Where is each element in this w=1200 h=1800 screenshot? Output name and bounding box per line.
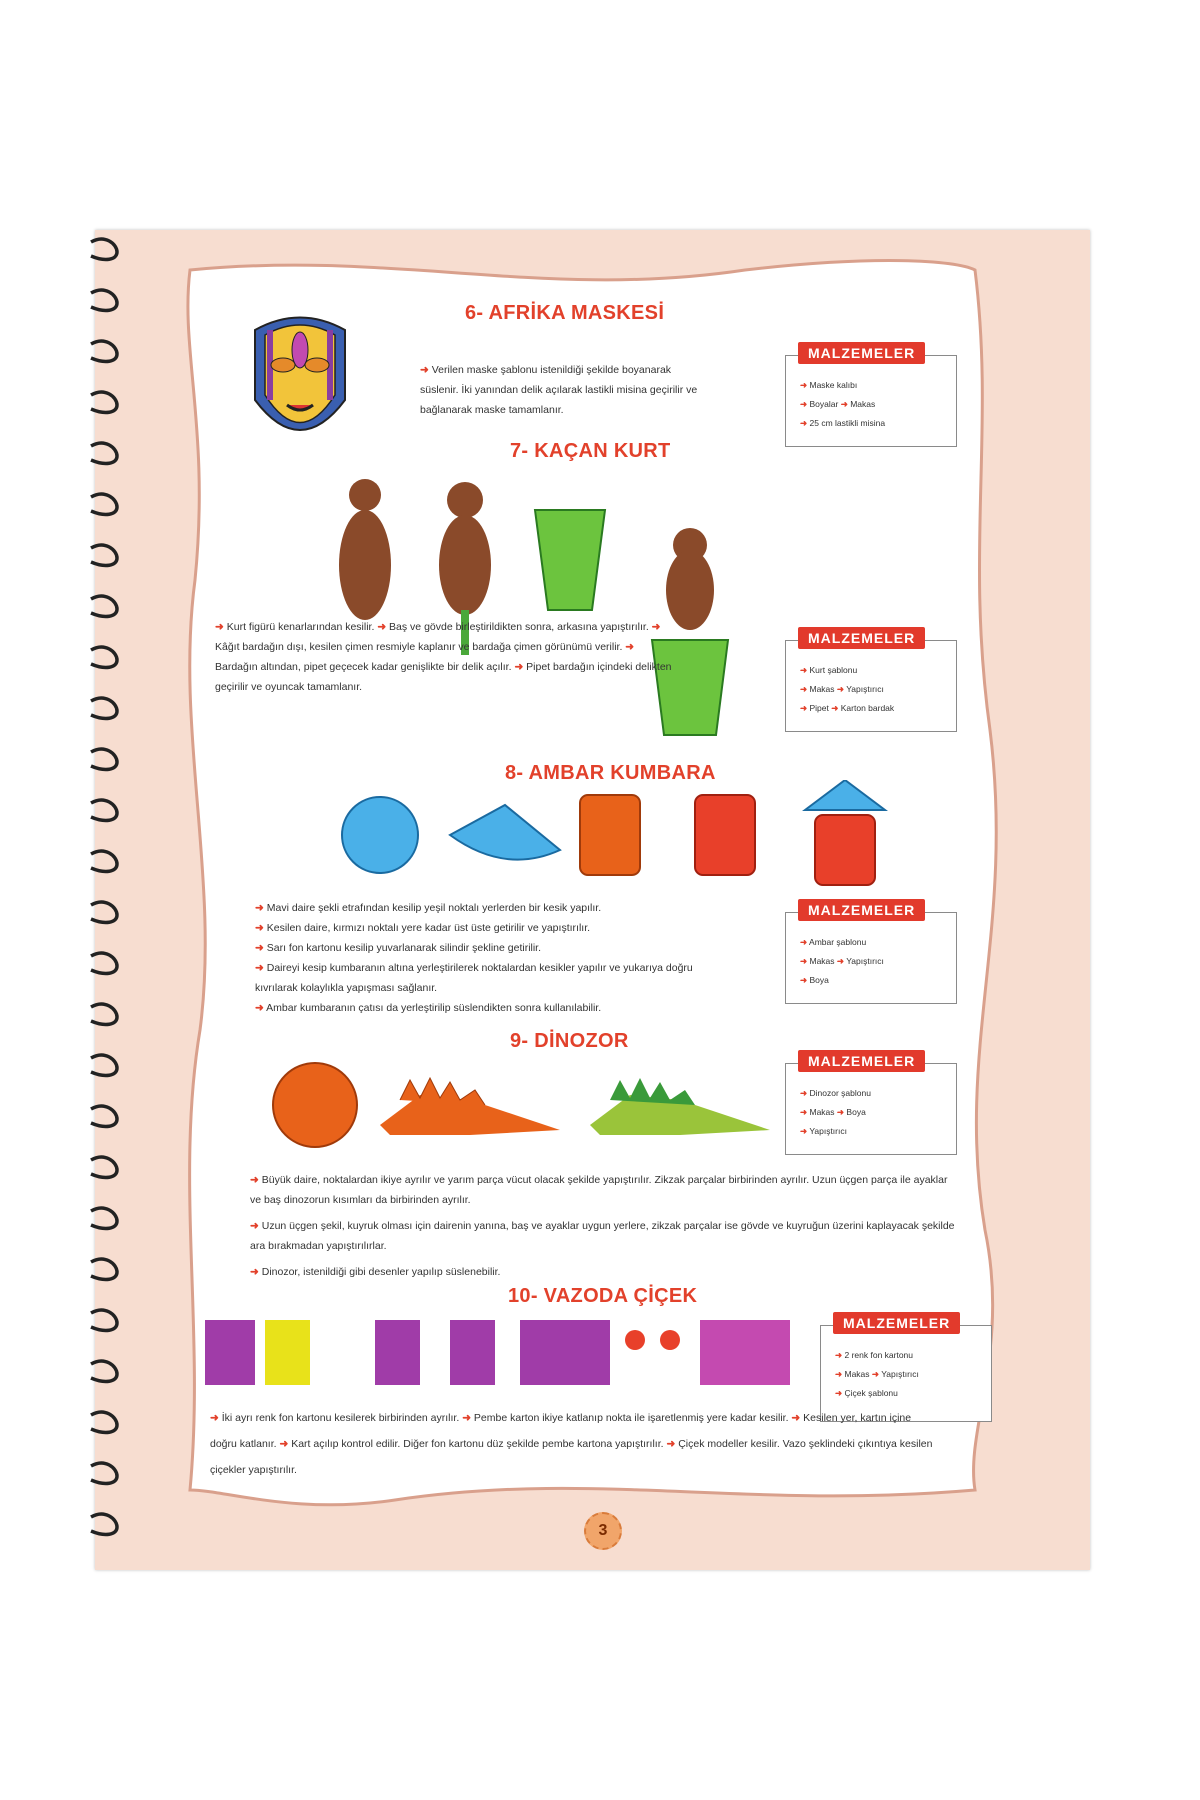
piggybank-step-2: Kesilen daire, kırmızı noktalı yere kadar üst üste getirilir ve yapıştırılır. (266, 922, 591, 934)
wolf-illustration (330, 470, 770, 760)
piggybank-step-4: Daireyi kesip kumbaranın altına yerleştirilerek noktalardan kesikler yapılır ve yukarıya doğru kıvrılarak kolaylıkla yapışması sağlanır. (255, 962, 693, 994)
spiral-ring (91, 239, 117, 259)
section-title-piggybank: 8- AMBAR KUMBARA (505, 762, 716, 784)
wolf-step-1: Kurt figürü kenarlarından kesilir. (226, 621, 375, 633)
arrow-icon: ➜ (835, 1350, 843, 1360)
section-title-dinosaur: 9- DİNOZOR (510, 1030, 629, 1052)
section-text-dinosaur (250, 1170, 960, 1282)
spiral-ring (91, 1514, 117, 1534)
section-text-mask (420, 360, 700, 420)
mask-step-1: Verilen maske şablonu istenildiği şekilde boyanarak süslenir. İki yanından delik açılarak lastikli misina geçirilir ve bağlanarak maske tamamlanır. (420, 364, 698, 416)
arrow-icon: ➜ (255, 962, 264, 974)
section-title-wolf: 7- KAÇAN KURT (510, 440, 671, 462)
spiral-ring (91, 851, 117, 871)
arrow-icon: ➜ (800, 1107, 808, 1117)
section-text-wolf (215, 617, 675, 697)
material-item: Dinozor şablonu (809, 1088, 871, 1098)
arrow-icon: ➜ (800, 703, 808, 713)
dinosaur-step-2: Uzun üçgen şekil, kuyruk olması için dairenin yanına, baş ve ayaklar uygun yerlere, zikzak parçalar ise gövde ve kuyruğun üzerini kaplayacak şekilde ara bırakmadan yapıştırılırlar. (250, 1220, 955, 1252)
arrow-icon: ➜ (800, 665, 808, 675)
materials-box-mask (785, 345, 957, 447)
material-item: 25 cm lastikli misina (809, 418, 886, 428)
arrow-icon: ➜ (800, 956, 808, 966)
spiral-ring (91, 1310, 117, 1330)
arrow-icon: ➜ (255, 902, 264, 914)
flower-step-2: Pembe karton ikiye katlanıp nokta ile işaretlenmiş yere kadar kesilir. (473, 1412, 789, 1424)
arrow-icon: ➜ (791, 1412, 801, 1424)
spiral-binding (87, 230, 127, 1570)
arrow-icon: ➜ (250, 1266, 259, 1278)
spiral-ring (91, 647, 117, 667)
arrow-icon: ➜ (462, 1412, 471, 1424)
arrow-icon: ➜ (800, 684, 808, 694)
material-item: Makas (809, 1107, 835, 1117)
spiral-ring (91, 1004, 117, 1024)
wolf-step-5: Pipet bardağın içindeki delikten geçirilir ve oyuncak tamamlanır. (215, 661, 672, 693)
material-item: Boya (846, 1107, 866, 1117)
arrow-icon: ➜ (800, 975, 808, 985)
arrow-icon: ➜ (250, 1174, 259, 1186)
wolf-step-4: Bardağın altından, pipet geçecek kadar genişlikte bir delik açılır. (215, 661, 512, 673)
arrow-icon: ➜ (279, 1438, 289, 1450)
spiral-ring (91, 902, 117, 922)
arrow-icon: ➜ (835, 1369, 843, 1379)
spiral-ring (91, 1412, 117, 1432)
section-text-flower (210, 1405, 940, 1483)
piggybank-step-3: Sarı fon kartonu kesilip yuvarlanarak silindir şekline getirilir. (266, 942, 542, 954)
material-item: Pipet (809, 703, 829, 713)
arrow-icon: ➜ (625, 641, 635, 653)
spiral-ring (91, 800, 117, 820)
materials-header: MALZEMELER (798, 627, 925, 649)
material-item: Boyalar (809, 399, 839, 409)
african-mask-illustration (245, 310, 355, 460)
material-item: Makas (809, 684, 835, 694)
spiral-ring (91, 596, 117, 616)
spiral-ring (91, 290, 117, 310)
material-item: 2 renk fon kartonu (844, 1350, 914, 1360)
piggybank-step-5: Ambar kumbaranın çatısı da yerleştirilip süslendikten sonra kullanılabilir. (266, 1002, 602, 1014)
material-item: Yapıştırıcı (846, 956, 884, 966)
material-item: Maske kalıbı (809, 380, 858, 390)
spiral-ring (91, 341, 117, 361)
material-item: Makas (844, 1369, 870, 1379)
material-item: Yapıştırıcı (881, 1369, 919, 1379)
arrow-icon: ➜ (800, 399, 808, 409)
spiral-ring (91, 1463, 117, 1483)
section-title-flower: 10- VAZODA ÇİÇEK (508, 1285, 698, 1307)
spiral-ring (91, 698, 117, 718)
dinosaur-step-3: Dinozor, istenildiği gibi desenler yapılıp süslenebilir. (261, 1266, 501, 1278)
materials-header: MALZEMELER (798, 1050, 925, 1072)
material-item: Yapıştırıcı (809, 1126, 847, 1136)
flower-step-5: Çiçek modeller kesilir. Vazo şeklindeki çıkıntıya kesilen çiçekler yapıştırılır. (210, 1438, 933, 1476)
material-item: Boya (809, 975, 829, 985)
material-item: Çiçek şablonu (844, 1388, 898, 1398)
flower-step-4: Kart açılıp kontrol edilir. Diğer fon kartonu düz şekilde pembe kartona yapıştırılır. (291, 1438, 664, 1450)
arrow-icon: ➜ (514, 661, 524, 673)
arrow-icon: ➜ (800, 1088, 808, 1098)
materials-box-dinosaur (785, 1053, 957, 1155)
arrow-icon: ➜ (377, 621, 387, 633)
dinosaur-illustration (270, 1060, 770, 1160)
section-title-mask: 6- AFRİKA MASKESİ (465, 302, 665, 324)
spiral-ring (91, 545, 117, 565)
dinosaur-step-1: Büyük daire, noktalardan ikiye ayrılır ve yarım parça vücut olacak şekilde yapıştırılır. Zikzak parçalar birbirinden ayrılır. Uzun üçgen parça ile ayaklar ve baş dinozorun kısımları da birbirinden ayrılır. (250, 1174, 948, 1206)
spiral-ring (91, 1106, 117, 1126)
spiral-ring (91, 749, 117, 769)
arrow-icon: ➜ (871, 1369, 880, 1379)
spiral-ring (91, 1157, 117, 1177)
arrow-icon: ➜ (420, 364, 429, 376)
arrow-icon: ➜ (836, 1107, 845, 1117)
flower-vase-illustration (205, 1315, 795, 1395)
material-item: Karton bardak (840, 703, 895, 713)
spiral-ring (91, 953, 117, 973)
arrow-icon: ➜ (215, 621, 224, 633)
material-item: Yapıştırıcı (846, 684, 884, 694)
piggybank-step-1: Mavi daire şekli etrafından kesilip yeşil noktalı yerlerden bir kesik yapılır. (266, 902, 602, 914)
spiral-ring (91, 392, 117, 412)
section-text-piggybank (255, 898, 735, 1018)
arrow-icon: ➜ (210, 1412, 219, 1424)
material-item: Makas (850, 399, 876, 409)
arrow-icon: ➜ (255, 942, 264, 954)
arrow-icon: ➜ (666, 1438, 676, 1450)
arrow-icon: ➜ (836, 956, 845, 966)
spiral-ring (91, 1361, 117, 1381)
arrow-icon: ➜ (255, 922, 264, 934)
spiral-ring (91, 1055, 117, 1075)
arrow-icon: ➜ (255, 1002, 264, 1014)
arrow-icon: ➜ (800, 937, 808, 947)
page-number: 3 (584, 1512, 622, 1550)
material-item: Ambar şablonu (809, 937, 867, 947)
arrow-icon: ➜ (800, 380, 808, 390)
arrow-icon: ➜ (250, 1220, 259, 1232)
arrow-icon: ➜ (836, 684, 845, 694)
arrow-icon: ➜ (835, 1388, 843, 1398)
spiral-ring (91, 1259, 117, 1279)
spiral-ring (91, 443, 117, 463)
wolf-step-3: Kâğıt bardağın dışı, kesilen çimen resmiyle kaplanır ve bardağa çimen görünümü verilir. (215, 641, 623, 653)
spiral-ring (91, 494, 117, 514)
materials-header: MALZEMELER (798, 342, 925, 364)
materials-header: MALZEMELER (833, 1312, 960, 1334)
piggybank-illustration (310, 780, 890, 895)
materials-box-piggybank (785, 902, 957, 1004)
flower-step-3: Kesilen yer, kartın içine doğru katlanır. (210, 1412, 912, 1450)
materials-box-wolf (785, 630, 957, 732)
arrow-icon: ➜ (651, 621, 661, 633)
wolf-step-2: Baş ve gövde birleştirildikten sonra, arkasına yapıştırılır. (389, 621, 649, 633)
materials-header: MALZEMELER (798, 899, 925, 921)
arrow-icon: ➜ (800, 418, 808, 428)
arrow-icon: ➜ (831, 703, 839, 713)
material-item: Makas (809, 956, 835, 966)
arrow-icon: ➜ (840, 399, 848, 409)
material-item: Kurt şablonu (809, 665, 858, 675)
flower-step-1: İki ayrı renk fon kartonu kesilerek birbirinden ayrılır. (221, 1412, 460, 1424)
spiral-ring (91, 1208, 117, 1228)
arrow-icon: ➜ (800, 1126, 808, 1136)
